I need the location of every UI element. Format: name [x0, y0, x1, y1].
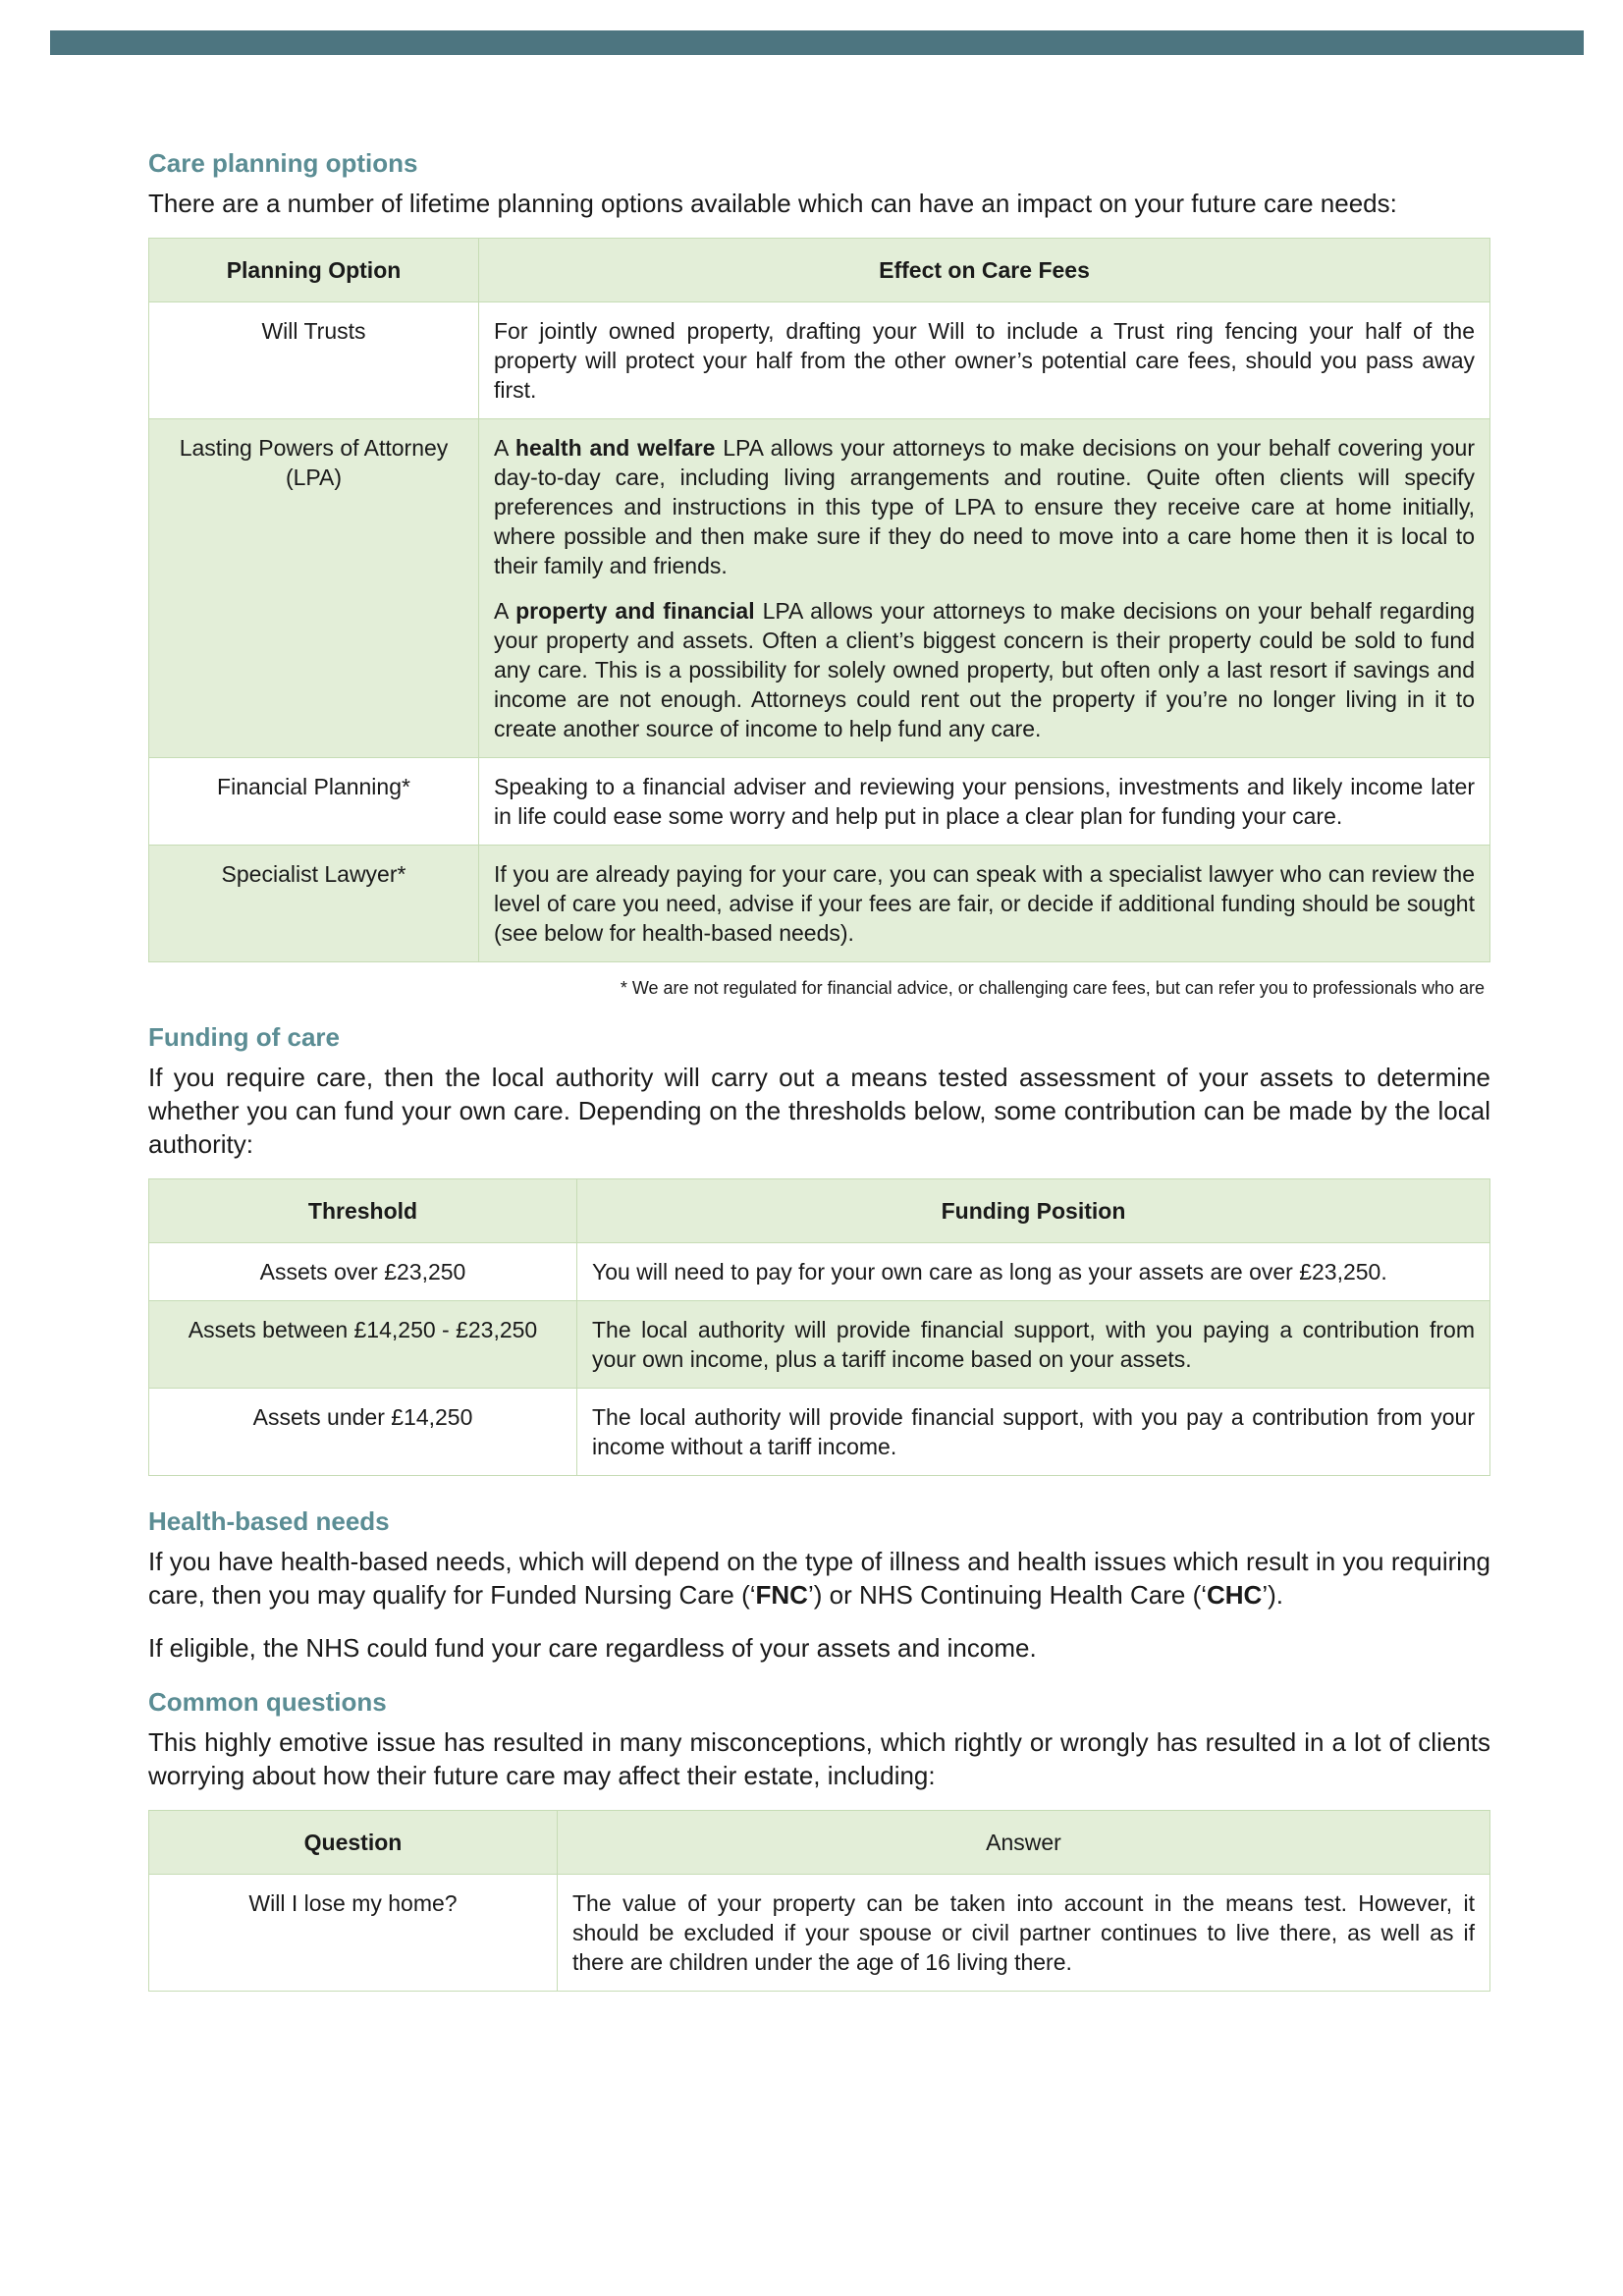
footnote: * We are not regulated for financial advice, or challenging care fees, but can refer you to professionals who are: [620, 978, 1485, 998]
common-questions-table: [148, 1810, 1490, 1992]
col-header-effect-on-care-fees: Effect on Care Fees: [479, 239, 1490, 302]
threshold-cell: Assets under £14,250: [149, 1389, 577, 1476]
funding-position-cell: You will need to pay for your own care as long as your assets are over £23,250.: [577, 1243, 1490, 1301]
document-body: [148, 145, 1490, 1992]
table-row: [149, 419, 1490, 758]
answer-cell: The value of your property can be taken into account in the means test. However, it should be excluded if your spouse or civil partner continues to live there, as well as if there are children under the age of 16 living there.: [558, 1875, 1490, 1992]
planning-option-cell: Specialist Lawyer*: [149, 846, 479, 962]
funding-position-cell: The local authority will provide financial support, with you pay a contribution from your income without a tariff income.: [577, 1389, 1490, 1476]
planning-options-table: [148, 238, 1490, 962]
col-header-funding-position: Funding Position: [577, 1179, 1490, 1243]
effect-cell: [479, 419, 1490, 758]
planning-option-cell: Financial Planning*: [149, 758, 479, 846]
table-row: [149, 758, 1490, 846]
effect-cell: For jointly owned property, drafting your Will to include a Trust ring fencing your half of the property will protect your half from the other owner’s potential care fees, should you pass away first.: [479, 302, 1490, 419]
health-heading: Health-based needs: [148, 1506, 390, 1536]
lpa-health-welfare-paragraph: A health and welfare LPA allows your attorneys to make decisions on your behalf covering your day-to-day care, including living arrangements and routine. Quite often clients will specify preferences and instructions in this type of LPA to ensure they receive care at home initially, where possible and then make sure if they do need to move into a care home then it is local to their family and friends.: [494, 435, 1476, 578]
health-paragraph: If you have health-based needs, which will depend on the type of illness and health issues which result in you requiring care, then you may qualify for Funded Nursing Care (‘FNC’) or NHS Continuing Health Care (‘CHC’).: [148, 1547, 1490, 1610]
planning-option-cell: Lasting Powers of Attorney (LPA): [149, 419, 479, 758]
funding-position-cell: The local authority will provide financial support, with you paying a contribution from your own income, plus a tariff income based on your assets.: [577, 1301, 1490, 1389]
funding-intro: If you require care, then the local authority will carry out a means tested assessment of your assets to determine whether you can fund your own care. Depending on the thresholds below, some contribution can be made by the local authority:: [148, 1063, 1490, 1159]
col-header-threshold: Threshold: [149, 1179, 577, 1243]
care-planning-heading: Care planning options: [148, 148, 418, 178]
questions-intro: This highly emotive issue has resulted in many misconceptions, which rightly or wrongly has resulted in a lot of clients worrying about how their future care may affect their estate, including:: [148, 1727, 1490, 1790]
care-planning-intro: There are a number of lifetime planning options available which can have an impact on your future care needs:: [148, 189, 1397, 218]
table-row: [149, 302, 1490, 419]
table-row: [149, 1301, 1490, 1389]
funding-thresholds-table: [148, 1178, 1490, 1476]
table-row: [149, 1389, 1490, 1476]
table-row: [149, 846, 1490, 962]
header-bar: [50, 30, 1584, 55]
threshold-cell: Assets over £23,250: [149, 1243, 577, 1301]
threshold-cell: Assets between £14,250 - £23,250: [149, 1301, 577, 1389]
table-row: [149, 1875, 1490, 1992]
effect-cell: If you are already paying for your care, you can speak with a specialist lawyer who can review the level of care you need, advise if your fees are fair, or decide if additional funding should be sought (see below for health-based needs).: [479, 846, 1490, 962]
planning-option-cell: Will Trusts: [149, 302, 479, 419]
question-cell: Will I lose my home?: [149, 1875, 558, 1992]
lpa-property-financial-paragraph: A property and financial LPA allows your attorneys to make decisions on your behalf regarding your property and assets. Often a client’s biggest concern is their property could be sold to fund any care. This is a possibility for solely owned property, but often only a last resort if savings and income are not enough. Attorneys could rent out the property if you’re no longer living in it to create another source of income to help fund any care.: [494, 598, 1475, 741]
funding-heading: Funding of care: [148, 1022, 340, 1052]
health-eligibility-paragraph: If eligible, the NHS could fund your care regardless of your assets and income.: [148, 1633, 1037, 1663]
col-header-answer: Answer: [558, 1811, 1490, 1875]
table-row: [149, 1243, 1490, 1301]
col-header-planning-option: Planning Option: [149, 239, 479, 302]
effect-cell: Speaking to a financial adviser and reviewing your pensions, investments and likely income later in life could ease some worry and help put in place a clear plan for funding your care.: [479, 758, 1490, 846]
col-header-question: Question: [149, 1811, 558, 1875]
questions-heading: Common questions: [148, 1687, 387, 1717]
